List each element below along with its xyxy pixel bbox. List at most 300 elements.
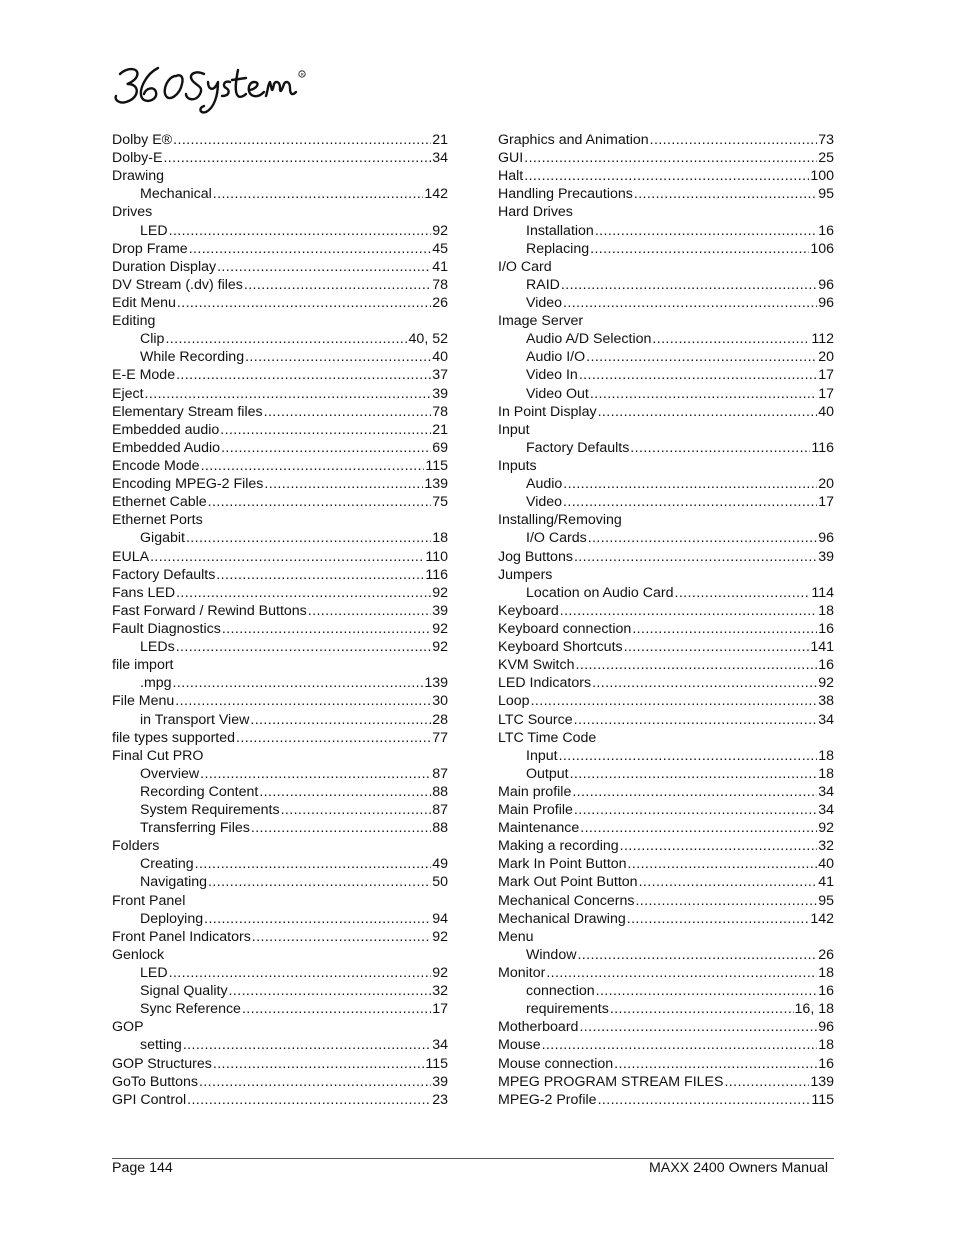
index-subentry — [498, 475, 834, 493]
dot-leader — [542, 1036, 818, 1054]
dot-leader — [724, 1073, 809, 1091]
page-reference: 92 — [818, 675, 834, 692]
index-term: Elementary Stream files — [112, 403, 263, 420]
index-entry — [112, 729, 448, 747]
index-term: GoTo Buttons — [112, 1073, 198, 1090]
dot-leader — [208, 493, 432, 511]
dot-leader — [213, 185, 424, 203]
dot-leader — [590, 385, 817, 403]
dot-leader — [588, 529, 818, 547]
index-entry — [498, 783, 834, 801]
page-reference: 139 — [424, 476, 448, 493]
dot-leader — [204, 910, 431, 928]
page-reference: 30 — [432, 693, 448, 710]
index-entry — [498, 203, 834, 221]
index-entry — [112, 203, 448, 221]
index-entry — [498, 910, 834, 928]
index-subentry — [112, 855, 448, 873]
index-entry — [498, 403, 834, 421]
index-entry — [498, 602, 834, 620]
index-term: MPEG-2 Profile — [498, 1091, 597, 1108]
page-reference: 20 — [818, 349, 834, 366]
index-subentry — [498, 330, 834, 348]
dot-leader — [229, 982, 432, 1000]
page-reference: 92 — [432, 965, 448, 982]
index-term: Drop Frame — [112, 240, 188, 257]
page-reference: 112 — [811, 331, 834, 348]
index-term: Front Panel — [112, 892, 186, 909]
page-reference: 39 — [432, 1073, 448, 1090]
dot-leader — [200, 765, 431, 783]
page-reference: 23 — [432, 1091, 448, 1108]
dot-leader — [579, 366, 817, 384]
index-subentry — [112, 964, 448, 982]
index-entry — [112, 1091, 448, 1109]
index-entry — [112, 475, 448, 493]
index-subentry — [498, 294, 834, 312]
dot-leader — [574, 548, 817, 566]
index-term: Dolby-E — [112, 150, 163, 167]
page-reference: 17 — [432, 1001, 448, 1018]
index-term: Mechanical — [140, 186, 212, 203]
index-term: I/O Card — [498, 258, 552, 275]
page-reference: 75 — [432, 494, 448, 511]
dot-leader — [524, 167, 809, 185]
page-reference: 115 — [425, 1055, 448, 1072]
index-term: Installing/Removing — [498, 512, 622, 529]
index-term: Motherboard — [498, 1019, 579, 1036]
page-reference: 21 — [432, 132, 448, 148]
page-reference: 92 — [432, 639, 448, 656]
dot-leader — [281, 801, 432, 819]
svg-text:R: R — [300, 71, 304, 77]
index-term: Audio A/D Selection — [526, 331, 652, 348]
page-reference: 32 — [818, 838, 834, 855]
index-subentry — [498, 222, 834, 240]
index-entry — [112, 620, 448, 638]
dot-leader — [187, 1091, 431, 1109]
index-term: Input — [498, 421, 530, 438]
index-term: Deploying — [140, 910, 204, 927]
index-entry — [112, 240, 448, 258]
page-reference: 39 — [432, 602, 448, 619]
page-reference: 92 — [432, 584, 448, 601]
dot-leader — [561, 276, 817, 294]
index-term: requirements — [526, 1001, 609, 1018]
page-reference: 34 — [432, 1037, 448, 1054]
page-reference: 116 — [811, 439, 834, 456]
index-entry — [498, 711, 834, 729]
dot-leader — [259, 783, 431, 801]
index-entry — [498, 167, 834, 185]
page-reference: 100 — [810, 168, 834, 185]
index-term: Transferring Files — [140, 820, 250, 837]
dot-leader — [595, 222, 817, 240]
page-reference: 40, 52 — [408, 331, 448, 348]
page-reference: 26 — [818, 946, 834, 963]
index-entry — [112, 493, 448, 511]
index-subentry — [498, 439, 834, 457]
index-subentry — [112, 1000, 448, 1018]
index-subentry — [498, 276, 834, 294]
page-reference: 34 — [432, 150, 448, 167]
dot-leader — [650, 131, 818, 149]
index-subentry — [112, 982, 448, 1000]
dot-leader — [145, 385, 432, 403]
index-entry — [498, 620, 834, 638]
index-term: Embedded audio — [112, 421, 220, 438]
page-reference: 139 — [424, 675, 448, 692]
index-subentry — [498, 946, 834, 964]
index-term: Eject — [112, 385, 144, 402]
page-reference: 92 — [432, 620, 448, 637]
index-term: Fault Diagnostics — [112, 620, 221, 637]
dot-leader — [632, 620, 817, 638]
dot-leader — [634, 185, 817, 203]
index-term: While Recording — [140, 349, 245, 366]
index-entry — [498, 548, 834, 566]
index-term: Fans LED — [112, 584, 176, 601]
page-reference: 88 — [432, 783, 448, 800]
index-subentry — [112, 1036, 448, 1054]
dot-leader — [570, 765, 818, 783]
dot-leader — [577, 946, 817, 964]
index-term: file import — [112, 657, 174, 674]
footer-manual-title: MAXX 2400 Owners Manual — [648, 1160, 828, 1176]
index-term: In Point Display — [498, 403, 597, 420]
dot-leader — [217, 258, 431, 276]
page-reference: 25 — [818, 150, 834, 167]
dot-leader — [575, 656, 817, 674]
dot-leader — [220, 421, 431, 439]
index-entry — [112, 511, 448, 529]
index-entry — [498, 1036, 834, 1054]
page-reference: 16 — [818, 620, 834, 637]
index-term: System Requirements — [140, 802, 280, 819]
dot-leader — [264, 475, 423, 493]
index-term: Edit Menu — [112, 294, 176, 311]
index-entry — [112, 421, 448, 439]
dot-leader — [580, 819, 817, 837]
index-term: GOP — [112, 1019, 144, 1036]
index-term: GPI Control — [112, 1091, 187, 1108]
page-reference: 16 — [818, 222, 834, 239]
page-reference: 92 — [432, 928, 448, 945]
index-term: Main Profile — [498, 802, 573, 819]
dot-leader — [150, 548, 424, 566]
index-entry — [112, 692, 448, 710]
index-entry — [498, 1018, 834, 1036]
index-entry — [498, 185, 834, 203]
page-reference: 17 — [818, 385, 834, 402]
index-term: Final Cut PRO — [112, 747, 204, 764]
index-subentry — [498, 348, 834, 366]
index-subentry — [112, 222, 448, 240]
index-term: Factory Defaults — [526, 439, 630, 456]
dot-leader — [163, 149, 431, 167]
page-reference: 92 — [432, 222, 448, 239]
index-entry — [112, 439, 448, 457]
index-entry — [112, 294, 448, 312]
index-term: Video In — [526, 367, 578, 384]
index-subentry — [498, 493, 834, 511]
index-term: Video — [526, 294, 563, 311]
index-term: Inputs — [498, 457, 537, 474]
index-term: .mpg — [140, 675, 172, 692]
page-reference: 69 — [432, 439, 448, 456]
page-reference: 49 — [432, 856, 448, 873]
index-term: Audio — [526, 476, 563, 493]
index-entry — [112, 1018, 448, 1036]
index-term: File Menu — [112, 693, 175, 710]
dot-leader — [176, 638, 432, 656]
index-entry — [112, 1055, 448, 1073]
index-term: LTC Source — [498, 711, 573, 728]
index-term: MPEG PROGRAM STREAM FILES — [498, 1073, 724, 1090]
index-term: Loop — [498, 693, 530, 710]
index-term: Duration Display — [112, 258, 217, 275]
dot-leader — [222, 620, 431, 638]
index-term: Sync Reference — [140, 1001, 241, 1018]
dot-leader — [652, 330, 810, 348]
index-term: Location on Audio Card — [526, 584, 674, 601]
index-entry — [112, 747, 448, 765]
dot-leader — [251, 819, 431, 837]
dot-leader — [590, 240, 809, 258]
index-term: Mouse — [498, 1037, 541, 1054]
index-term: LTC Time Code — [498, 729, 597, 746]
index-term: Embedded Audio — [112, 439, 221, 456]
dot-leader — [183, 1036, 431, 1054]
index-subentry — [498, 366, 834, 384]
index-entry — [112, 385, 448, 403]
page-reference: 16, 18 — [794, 1001, 834, 1018]
index-term: Mark In Point Button — [498, 856, 627, 873]
page-reference: 87 — [432, 765, 448, 782]
dot-leader — [169, 222, 432, 240]
index-term: Ethernet Cable — [112, 494, 207, 511]
index-term: Recording Content — [140, 783, 259, 800]
index-entry — [112, 548, 448, 566]
page-reference: 18 — [818, 1037, 834, 1054]
index-term: Jumpers — [498, 566, 553, 583]
dot-leader — [598, 403, 818, 421]
page-reference: 45 — [432, 240, 448, 257]
dot-leader — [201, 457, 425, 475]
index-subentry — [498, 584, 834, 602]
page-reference: 17 — [818, 367, 834, 384]
dot-leader — [308, 602, 431, 620]
index-entry — [498, 819, 834, 837]
index-subentry — [498, 385, 834, 403]
dot-leader — [639, 873, 818, 891]
page-reference: 28 — [432, 711, 448, 728]
index-term: Navigating — [140, 874, 208, 891]
company-logo — [112, 60, 312, 116]
dot-leader — [559, 747, 818, 765]
page-reference: 110 — [425, 548, 448, 565]
dot-leader — [598, 1091, 811, 1109]
index-column-right — [498, 131, 834, 1109]
dot-leader — [195, 855, 432, 873]
index-term: Folders — [112, 838, 160, 855]
page-reference: 78 — [432, 276, 448, 293]
index-term: LED — [140, 965, 168, 982]
index-term: Window — [526, 946, 577, 963]
dot-leader — [175, 692, 431, 710]
page-reference: 141 — [810, 639, 834, 656]
index-subentry — [112, 765, 448, 783]
index-entry — [498, 837, 834, 855]
index-entry — [498, 729, 834, 747]
dot-leader — [563, 493, 817, 511]
index-term: Ethernet Ports — [112, 512, 203, 529]
index-entry — [112, 258, 448, 276]
index-term: Video Out — [526, 385, 589, 402]
page-reference: 139 — [810, 1073, 834, 1090]
dot-leader — [675, 584, 811, 602]
index-term: E-E Mode — [112, 367, 176, 384]
dot-leader — [236, 729, 431, 747]
index-term: RAID — [526, 276, 560, 293]
page-reference: 87 — [432, 802, 448, 819]
index-subentry — [498, 982, 834, 1000]
index-entry — [498, 928, 834, 946]
index-subentry — [498, 765, 834, 783]
index-term: Editing — [112, 313, 156, 330]
index-term: Image Server — [498, 313, 584, 330]
index-term: Installation — [526, 222, 594, 239]
dot-leader — [177, 294, 431, 312]
page-reference: 18 — [818, 965, 834, 982]
page-reference: 18 — [818, 602, 834, 619]
index-term: Main profile — [498, 783, 572, 800]
index-term: Mark Out Point Button — [498, 874, 638, 891]
index-subentry — [112, 873, 448, 891]
dot-leader — [627, 910, 810, 928]
dot-leader — [563, 294, 817, 312]
dot-leader — [186, 529, 431, 547]
index-term: Dolby E® — [112, 132, 173, 148]
page-reference: 39 — [818, 548, 834, 565]
index-entry — [112, 602, 448, 620]
dot-leader — [208, 873, 431, 891]
index-subentry — [498, 747, 834, 765]
index-entry — [498, 692, 834, 710]
dot-leader — [596, 982, 818, 1000]
dot-leader — [264, 403, 432, 421]
index-entry — [112, 403, 448, 421]
index-entry — [112, 131, 448, 149]
index-subentry — [112, 674, 448, 692]
index-entry — [498, 421, 834, 439]
dot-leader — [572, 783, 817, 801]
index-entry — [498, 131, 834, 149]
index-term: connection — [526, 983, 595, 1000]
index-entry — [498, 801, 834, 819]
dot-leader — [216, 566, 424, 584]
page-reference: 96 — [818, 276, 834, 293]
footer-page-number: Page 144 — [112, 1160, 173, 1176]
index-term: setting — [140, 1037, 182, 1054]
index-term: in Transport View — [140, 711, 250, 728]
index-term: Encoding MPEG-2 Files — [112, 476, 264, 493]
page-reference: 50 — [432, 874, 448, 891]
page-reference: 115 — [425, 457, 448, 474]
dot-leader — [563, 475, 817, 493]
index-entry — [498, 656, 834, 674]
index-term: DV Stream (.dv) files — [112, 276, 243, 293]
index-subentry — [112, 638, 448, 656]
index-term: Clip — [140, 331, 165, 348]
index-term: Hard Drives — [498, 204, 573, 221]
dot-leader — [189, 240, 432, 258]
page-reference: 116 — [425, 566, 448, 583]
index-term: Output — [526, 765, 569, 782]
index-entry — [498, 312, 834, 330]
dot-leader — [250, 711, 431, 729]
index-term: Graphics and Animation — [498, 132, 649, 148]
index-entry — [498, 1073, 834, 1091]
index-entry — [112, 312, 448, 330]
dot-leader — [574, 801, 817, 819]
index-entry — [112, 366, 448, 384]
index-subentry — [112, 529, 448, 547]
page-reference: 18 — [432, 530, 448, 547]
dot-leader — [614, 1055, 817, 1073]
index-term: Handling Precautions — [498, 186, 633, 203]
index-term: Drives — [112, 204, 153, 221]
index-entry — [112, 837, 448, 855]
index-subentry — [112, 348, 448, 366]
index-entry — [112, 656, 448, 674]
index-term: Genlock — [112, 946, 165, 963]
page-reference: 106 — [810, 240, 834, 257]
page-reference: 41 — [432, 258, 448, 275]
dot-leader — [524, 149, 817, 167]
index-entry — [498, 566, 834, 584]
dot-leader — [221, 439, 431, 457]
page-reference: 16 — [818, 1055, 834, 1072]
page-reference: 21 — [432, 421, 448, 438]
dot-leader — [213, 1055, 425, 1073]
index-entry — [498, 873, 834, 891]
index-term: LED — [140, 222, 168, 239]
index-subentry — [112, 711, 448, 729]
page-reference: 95 — [818, 186, 834, 203]
dot-leader — [169, 964, 432, 982]
dot-leader — [173, 131, 431, 149]
index-term: KVM Switch — [498, 657, 575, 674]
index-term: Drawing — [112, 168, 165, 185]
index-term: Monitor — [498, 965, 546, 982]
index-entry — [112, 149, 448, 167]
dot-leader — [176, 366, 431, 384]
dot-leader — [176, 584, 431, 602]
index-entry — [112, 892, 448, 910]
index-term: Gigabit — [140, 530, 185, 547]
dot-leader — [173, 674, 424, 692]
page-reference: 39 — [432, 385, 448, 402]
dot-leader — [244, 276, 431, 294]
dot-leader — [592, 674, 817, 692]
dot-leader — [560, 602, 817, 620]
index-entry — [112, 1073, 448, 1091]
index-term: GOP Structures — [112, 1055, 212, 1072]
dot-leader — [546, 964, 817, 982]
index-term: EULA — [112, 548, 150, 565]
page-reference: 114 — [811, 584, 834, 601]
